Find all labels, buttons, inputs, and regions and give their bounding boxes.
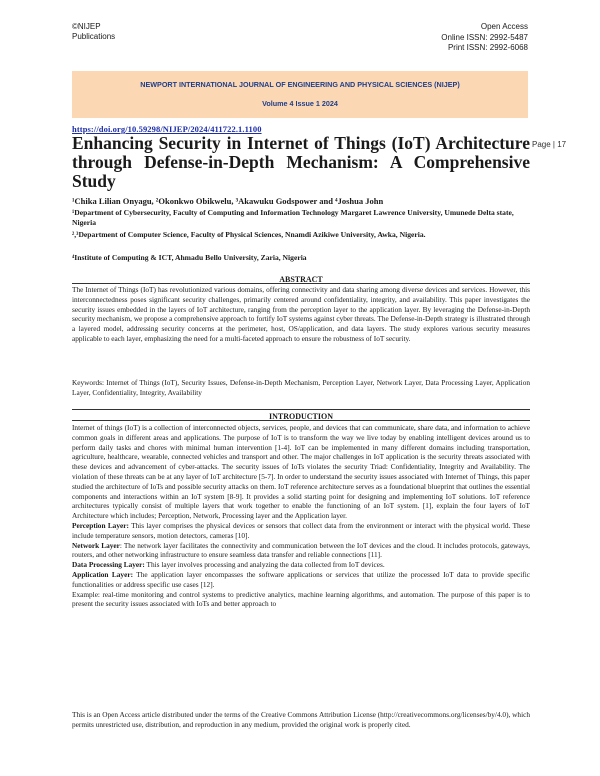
- header-right: [441, 22, 528, 54]
- open-access-label: Open Access: [480, 22, 528, 31]
- affiliation-3: ⁴Institute of Computing & ICT, Ahmadu Bello University, Zaria, Nigeria: [72, 253, 307, 262]
- issue-label: Volume 4 Issue 1 2024: [262, 99, 338, 108]
- divider: [72, 409, 530, 410]
- introduction-heading: INTRODUCTION: [268, 412, 333, 421]
- network-paragraph: [72, 541, 530, 561]
- affiliation-2: ²,³Department of Computer Science, Faculty of Physical Sciences, Nnamdi Azikiwe University, Awka, Nigeria.: [72, 230, 426, 239]
- perception-text: This layer comprises the physical devices or sensors that collect data from the environment or interact with the physical world. These include temperature sensors, motion detectors, cameras [10].: [72, 520, 530, 540]
- header-left: [72, 22, 115, 42]
- perception-label: Perception Layer:: [72, 520, 129, 530]
- network-label: Network Layer: [72, 540, 120, 550]
- online-issn: Online ISSN: 2992-5487: [441, 32, 528, 42]
- doi-link[interactable]: https://doi.org/10.59298/NIJEP/2024/411722.1.1100: [72, 124, 262, 134]
- application-paragraph: [72, 570, 530, 590]
- paper-title: Enhancing Security in Internet of Things (IoT) Architecture through Defense-in-Depth Mechanism: A Comprehensive Study: [72, 133, 530, 191]
- keywords: Keywords: Internet of Things (IoT), Security Issues, Defense-in-Depth Mechanism, Perception Layer, Network Layer, Data Processing Layer, Application Layer, Confidentiality, Integrity, Availability: [72, 378, 530, 397]
- example-paragraph: Example: real-time monitoring and control systems to predictive analytics, machine learning algorithms, and automation. The purpose of this paper is to present the security issues associated with IoTs and better approach to: [72, 589, 530, 609]
- journal-banner: [72, 71, 528, 118]
- page-number: Page | 17: [532, 140, 567, 149]
- print-issn: Print ISSN: 2992-6068: [447, 43, 528, 52]
- journal-name: NEWPORT INTERNATIONAL JOURNAL OF ENGINEERING AND PHYSICAL SCIENCES (NIJEP): [140, 80, 460, 89]
- abstract-heading: ABSTRACT: [279, 275, 323, 284]
- perception-paragraph: [72, 521, 530, 541]
- processing-label: Data Processing Layer:: [72, 560, 145, 570]
- application-text: The application layer encompasses the software applications or services that utilize the processed IoT data to provide specific functionalities or address specific use cases [12].: [72, 569, 531, 589]
- publications-label: Publications: [72, 32, 116, 41]
- application-label: Application Layer:: [72, 569, 133, 579]
- divider: [72, 283, 530, 284]
- introduction-body: [72, 423, 530, 609]
- intro-paragraph: Internet of things (IoT) is a collection of interconnected objects, services, people, and devices that can communicate, share data, and information to achieve common goals in different areas and applications. The purpose of IoT is to transform the way we live today by enabling intelligent devices around us to perform daily tasks and chores with minimal human intervention [1-4]. IoT can be implemented in many different domains including transportation, agriculture, healthcare, wearable, connected vehicles and transport and other. The major challenges in IoT application is the security threats associated with these devices and advancement of cyber-attacks. The security issues of IoTs violates the security Triad: Confidentiality, Integrity and Availability. The violation of these threats can be at any layer of IoT architecture [5-7]. In order to understand the security issues associated with Internet of Things, this paper studied the architecture of IoTs and possible security attacks on them. IoT reference architecture serves as a foundational blueprint that outlines the essential components and interactions within an IoT system [8-9]. It provides a solid starting point for designing and implementing IoT solutions. IoT reference architectures typically consist of multiple layers that work together to enable the functioning of an IoT system. [1], explain the four layers of IoT Architecture which includes; Perception, Network, Processing layer and the Application layer.: [72, 423, 530, 521]
- author-list: ¹Chika Lilian Onyagu, ²Okonkwo Obikwelu, ³Akawuku Godspower and ⁴Joshua John: [72, 196, 384, 206]
- processing-text: This layer involves processing and analyzing the data collected from IoT devices.: [144, 560, 385, 570]
- abstract-body: The Internet of Things (IoT) has revolutionized various domains, offering connectivity and data sharing among diverse devices and services. However, this interconnectedness poses significant security challenges, primarily centered around confidentiality, integrity, and availability. This paper investigates the security issues embedded in the layers of IoT architecture, ranging from the perception layer to the application layer. By leveraging the Defense-in-Depth security mechanism, we propose a comprehensive approach to fortify IoT systems against cyber threats. The Defense-in-Depth strategy is illustrated through a layered model, addressing security concerns at the perimeter, host, OS/application, and data layers. The study explores various security measures applicable to each layer, emphasizing the need for a multi-faceted approach to ensure the robustness of IoT security.: [72, 285, 530, 343]
- network-text: : The network layer facilitates the connectivity and communication between the IoT devices and the cloud. It includes protocols, gateways, routers, and other networking infrastructure to ensure seamless data transfer and reliable connections [11].: [72, 540, 530, 560]
- publisher-name: ©NIJEP: [72, 22, 101, 31]
- processing-paragraph: [72, 560, 530, 570]
- affiliation-1: ¹Department of Cybersecurity, Faculty of Computing and Information Technology Margaret Lawrence University, Umunede Delta state, Nigeria: [72, 208, 514, 227]
- divider: [72, 420, 530, 421]
- license-notice: This is an Open Access article distributed under the terms of the Creative Commons Attribution License (http://creativecommons.org/licenses/by/4.0), which permits unrestricted use, distribution, and reproduction in any medium, provided the original work is properly cited.: [72, 710, 530, 730]
